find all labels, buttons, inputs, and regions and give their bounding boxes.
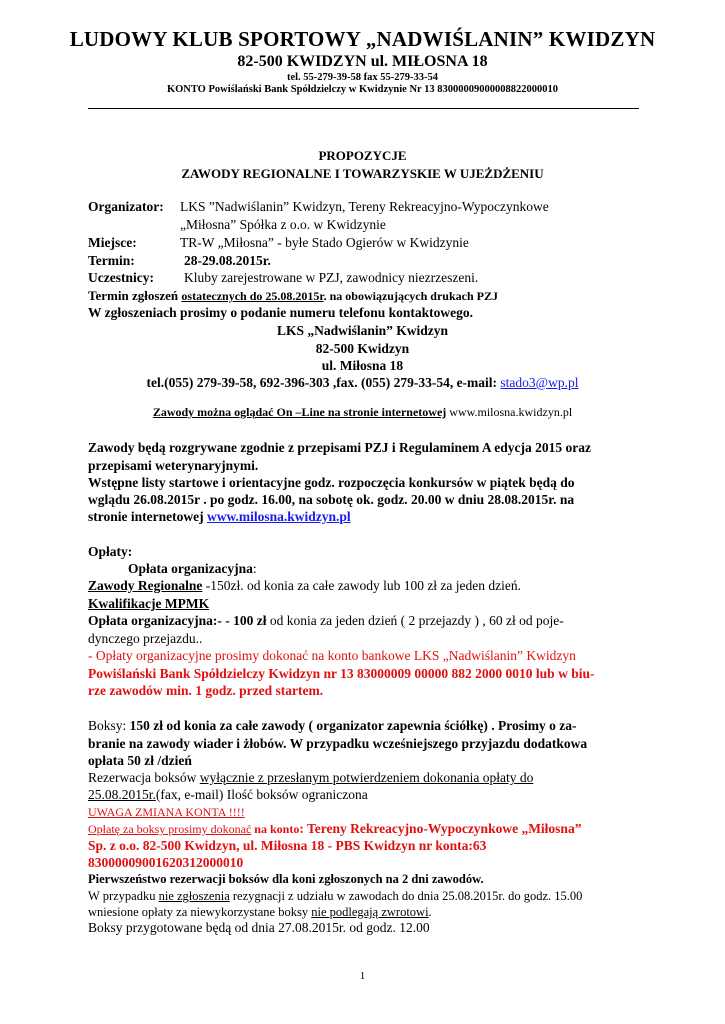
bank-details-1: Powiślański Bank Spółdzielczy Kwidzyn nr 13 83000009 00000 882 2000 0010 lub w biu-: [88, 666, 595, 681]
regional-text: -150zł. od konia za całe zawody lub 100 zł za jeden dzień.: [202, 578, 522, 593]
regional-fee-line: [88, 578, 521, 594]
club-phone-fax: tel. 55-279-39-58 fax 55-279-33-54: [286, 72, 439, 83]
cancel-line-1: [88, 889, 582, 904]
organizer-value: LKS ”Nadwiślanin” Kwidzyn, Tereny Rekreacyjno-Wypoczynkowe: [180, 199, 549, 214]
contact-tel: tel.(055) 279-39-58, 692-396-303 ,fax. (055) 279-33-54, e-mail:: [146, 375, 501, 390]
contact-tel-line: [0, 375, 725, 391]
document-subtitle: ZAWODY REGIONALNE I TOWARZYSKIE W UJEŻDŻENIU: [181, 166, 544, 181]
boxes-line-3: opłata 50 zł /dzień: [88, 753, 192, 768]
deadline-date: ostatecznych do 25.08.2015r: [181, 289, 324, 303]
box-payment-line: [88, 821, 581, 837]
date-value: 28-29.08.2015r.: [184, 253, 271, 268]
box-payment-line-2: Sp. z o.o. 82-500 Kwidzyn, ul. Miłosna 18 - PBS Kwidzyn nr konta:63: [88, 838, 487, 853]
contact-name: LKS „Nadwiślanin” Kwidzyn: [276, 323, 449, 338]
deadline-suffix: . na obowiązujących drukach PZJ: [323, 289, 498, 303]
regional-label: Zawody Regionalne: [88, 578, 203, 593]
page-number: 1: [359, 970, 366, 982]
mpmk-fee-line-2: dynczego przejazdu..: [88, 631, 203, 646]
bank-note: - Opłaty organizacyjne prosimy dokonać na konto bankowe LKS „Nadwiślanin” Kwidzyn: [88, 648, 576, 663]
rules-line-1: Zawody będą rozgrywane zgodnie z przepisami PZJ i Regulaminem A edycja 2015 oraz: [88, 440, 591, 455]
rules-line-5-prefix: stronie internetowej: [88, 509, 207, 524]
fees-heading: Opłaty:: [88, 544, 133, 559]
organizer-row: [88, 199, 549, 215]
club-name-heading: LUDOWY KLUB SPORTOWY „NADWIŚLANIN” KWIDZYN: [69, 27, 656, 51]
place-row: [88, 235, 469, 251]
phone-request: W zgłoszeniach prosimy o podanie numeru telefonu kontaktowego.: [88, 305, 474, 320]
reservation-date: 25.08.2015r.: [88, 787, 156, 802]
boxes-price: 150 zł od konia za całe zawody ( organizator zapewnia ściółkę) . Prosimy o za-: [129, 718, 577, 733]
org-fee-label: Opłata organizacyjna: [128, 561, 253, 576]
org-fee-heading: [128, 561, 257, 577]
contact-city: 82-500 Kwidzyn: [315, 341, 410, 356]
cancel-line-2-prefix: wniesione opłaty za niewykorzystane boksy: [88, 905, 312, 919]
participants-row: [88, 270, 478, 286]
club-bank-account: KONTO Powiślański Bank Spółdzielczy w Kwidzynie Nr 13 83000009000008822000010: [166, 84, 559, 95]
date-label: Termin:: [88, 253, 135, 268]
participants-label: Uczestnicy:: [88, 270, 154, 285]
contact-email-link[interactable]: stado3@wp.pl: [500, 375, 579, 390]
reservation-prefix: Rezerwacja boksów: [88, 770, 200, 785]
header-divider: [88, 108, 639, 109]
date-row: [88, 253, 271, 269]
place-value: TR-W „Miłosna” - byłe Stado Ogierów w Kwidzynie: [180, 235, 469, 250]
document-title: PROPOZYCJE: [318, 148, 407, 163]
cancel-line-2: [88, 905, 432, 920]
org-fee-colon: :: [252, 561, 257, 576]
deadline-line: [88, 288, 498, 304]
mpmk-heading: Kwalifikacje MPMK: [88, 596, 210, 611]
boxes-line-2: branie na zawody wiader i żłobów. W przypadku wcześniejszego przyjazdu dodatkowa: [88, 736, 588, 751]
mpmk-fee-label: Opłata organizacyjna:- - 100 zł: [88, 613, 267, 628]
cancel-line-2-suffix: .: [428, 905, 432, 919]
website-link[interactable]: www.milosna.kwidzyn.pl: [206, 509, 351, 524]
cancel-prefix: W przypadku: [88, 889, 159, 903]
contact-street: ul. Miłosna 18: [321, 358, 404, 373]
online-url[interactable]: www.milosna.kwidzyn.pl: [446, 405, 573, 419]
box-payment-account-number: 83000009001620312000010: [88, 855, 244, 870]
bank-details-2: rze zawodów min. 1 godz. przed startem.: [88, 683, 324, 698]
no-refund: nie podlegają zwrotowi: [311, 905, 429, 919]
boxes-ready-note: Boksy przygotowane będą od dnia 27.08.2015r. od godz. 12.00: [88, 920, 430, 935]
rules-line-2: przepisami weterynaryjnymi.: [88, 458, 259, 473]
reservation-condition: wyłącznie z przesłanym potwierdzeniem dokonania opłaty do: [199, 770, 534, 785]
priority-note: Pierwszeństwo rezerwacji boksów dla koni zgłoszonych na 2 dni zawodów.: [88, 872, 484, 886]
cancel-suffix: rezygnacji z udziału w zawodach do dnia 25.08.2015r. do godz. 15.00: [229, 889, 583, 903]
box-payment-account-label: na konto: [251, 822, 300, 836]
cancel-condition: nie zgłoszenia: [158, 889, 230, 903]
organizer-label: Organizator:: [88, 199, 164, 214]
boxes-line-1: [88, 718, 576, 734]
mpmk-fee-text: od konia za jeden dzień ( 2 przejazdy ) , 60 zł od poje-: [266, 613, 564, 628]
reservation-line-2: [88, 787, 368, 803]
mpmk-fee-line: [88, 613, 564, 629]
online-line: [0, 405, 725, 420]
place-label: Miejsce:: [88, 235, 137, 250]
online-text: Zawody można oglądać On –Line na stronie internetowej: [152, 405, 447, 419]
reservation-suffix: (fax, e-mail) Ilość boksów ograniczona: [155, 787, 368, 802]
account-change-warning: UWAGA ZMIANA KONTA !!!!: [88, 805, 245, 819]
rules-line-5: [88, 509, 351, 525]
rules-line-4: wglądu 26.08.2015r . po godz. 16.00, na sobotę ok. godz. 20.00 w dniu 28.08.2015r. na: [88, 492, 575, 507]
boxes-label: Boksy:: [88, 718, 130, 733]
box-payment-prefix: Opłatę za boksy prosimy dokonać: [88, 822, 252, 836]
box-payment-recipient: : Tereny Rekreacyjno-Wypoczynkowe „Miłosna”: [299, 821, 582, 836]
club-address: 82-500 KWIDZYN ul. MIŁOSNA 18: [237, 53, 488, 70]
reservation-line: [88, 770, 533, 786]
participants-value: Kluby zarejestrowane w PZJ, zawodnicy niezrzeszeni.: [184, 270, 479, 285]
rules-line-3: Wstępne listy startowe i orientacyjne godz. rozpoczęcia konkursów w piątek będą do: [88, 475, 575, 490]
deadline-prefix: Termin zgłoszeń: [88, 288, 182, 303]
organizer-value-2: „Miłosna” Spółka z o.o. w Kwidzynie: [180, 217, 386, 232]
